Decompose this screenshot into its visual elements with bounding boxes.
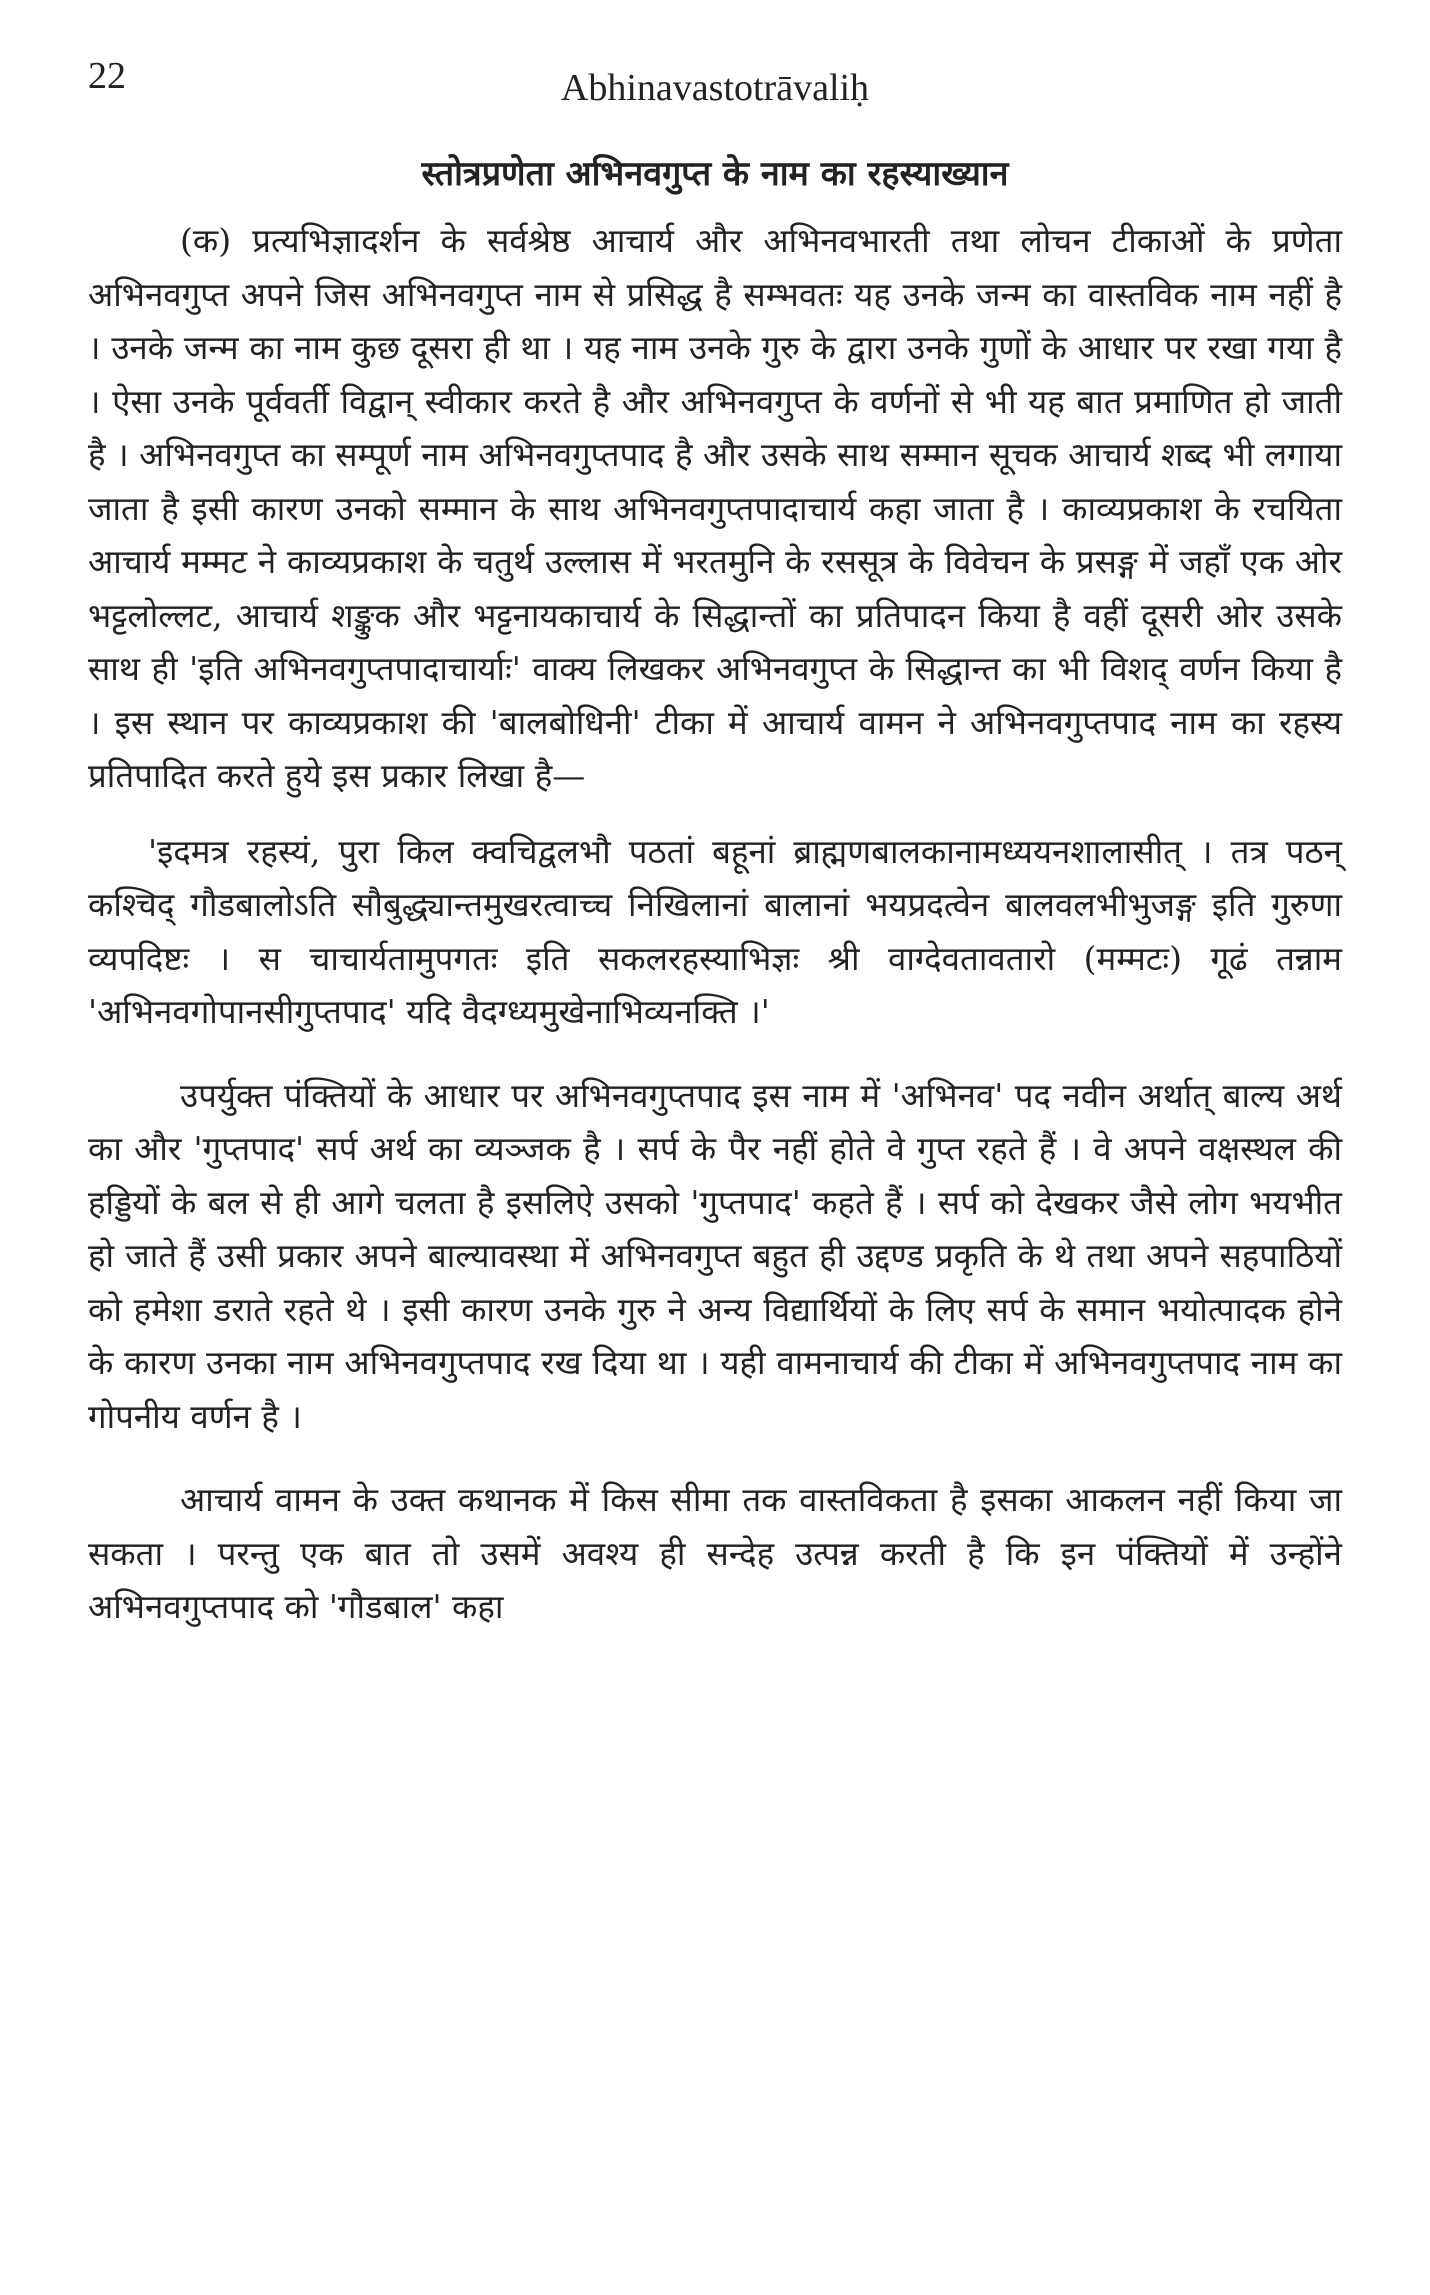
page-number: 22 <box>88 55 126 97</box>
running-title: Abhinavastotrāvaliḥ <box>560 67 870 109</box>
paragraph-meaning: उपर्युक्त पंक्तियों के आधार पर अभिनवगुप्तपाद इस नाम में 'अभिनव' पद नवीन अर्थात् बाल्य अर्थ का और 'गुप्तपाद' सर्प अर्थ का व्यञ्जक है । सर्प के पैर नहीं होते वे गुप्त रहते हैं । वे अपने वक्षस्थल की हड्डियों के बल से ही आगे चलता है इसलिऐ उसको 'गुप्तपाद' कहते हैं । सर्प को देखकर जैसे लोग भयभीत हो जाते हैं उसी प्रकार अपने बाल्यावस्था में अभिनवगुप्त बहुत ही उद्दण्ड प्रकृति के थे तथा अपने सहपाठियों को हमेशा डराते रहते थे । इसी कारण उनके गुरु ने अन्य विद्यार्थियों के लिए सर्प के समान भयोत्पादक होने के कारण उनका नाम अभिनवगुप्तपाद रख दिया था । यही वामनाचार्य की टीका में अभिनवगुप्तपाद नाम का गोपनीय वर्णन है । <box>88 1075 1342 1436</box>
paragraph-doubt: आचार्य वामन के उक्त कथानक में किस सीमा तक वास्तविकता है इसका आकलन नहीं किया जा सकता । परन्तु एक बात तो उसमें अवश्य ही सन्देह उत्पन्न करती है कि इन पंक्तियों में उन्होंने अभिनवगुप्तपाद को 'गौडबाल' कहा <box>88 1480 1342 1626</box>
section-title: स्तोत्रप्रणेता अभिनवगुप्त के नाम का रहस्याख्यान <box>421 154 1009 194</box>
sanskrit-quotation: 'इदमत्र रहस्यं, पुरा किल क्वचिद्वलभौ पठतां बहूनां ब्राह्मणबालकानामध्ययनशालासीत् । तत्र पठन् कश्चिद् गौडबालोऽति सौबुद्ध्यान्तमुखरत्वाच्च निखिलानां बालानां भयप्रदत्वेन बालवलभीभुजङ्ग इति गुरुणा व्यपदिष्टः । स चाचार्यतामुपगतः इति सकलरहस्याभिज्ञः श्री वाग्देवतावतारो (मम्मटः) गूढं तन्नाम 'अभिनवगोपानसीगुप्तपाद' यदि वैदग्ध्यमुखेनाभिव्यनक्ति ।' <box>88 831 1342 1031</box>
paragraph-name-origin: (क) प्रत्यभिज्ञादर्शन के सर्वश्रेष्ठ आचार्य और अभिनवभारती तथा लोचन टीकाओं के प्रणेता अभिनवगुप्त अपने जिस अभिनवगुप्त नाम से प्रसिद्ध है सम्भवतः यह उनके जन्म का वास्तविक नाम नहीं है । उनके जन्म का नाम कुछ दूसरा ही था । यह नाम उनके गुरु के द्वारा उनके गुणों के आधार पर रखा गया है । ऐसा उनके पूर्ववर्ती विद्वान् स्वीकार करते है और अभिनवगुप्त के वर्णनों से भी यह बात प्रमाणित हो जाती है । अभिनवगुप्त का सम्पूर्ण नाम अभिनवगुप्तपाद है और उसके साथ सम्मान सूचक आचार्य शब्द भी लगाया जाता है इसी कारण उनको सम्मान के साथ अभिनवगुप्तपादाचार्य कहा जाता है । काव्यप्रकाश के रचयिता आचार्य मम्मट ने काव्यप्रकाश के चतुर्थ उल्लास में भरतमुनि के रससूत्र के विवेचन के प्रसङ्ग में जहाँ एक ओर भट्टलोल्लट, आचार्य शङ्कुक और भट्टनायकाचार्य के सिद्धान्तों का प्रतिपादन किया है वहीं दूसरी ओर उसके साथ ही 'इति अभिनवगुप्तपादाचार्याः' वाक्य लिखकर अभिनवगुप्त के सिद्धान्त का भी विशद् वर्णन किया है । इस स्थान पर काव्यप्रकाश की 'बालबोधिनी' टीका में आचार्य वामन ने अभिनवगुप्तपाद नाम का रहस्य प्रतिपादित करते हुये इस प्रकार लिखा है— <box>88 221 1342 795</box>
page-header <box>88 40 1342 110</box>
page-body <box>88 148 1342 1634</box>
